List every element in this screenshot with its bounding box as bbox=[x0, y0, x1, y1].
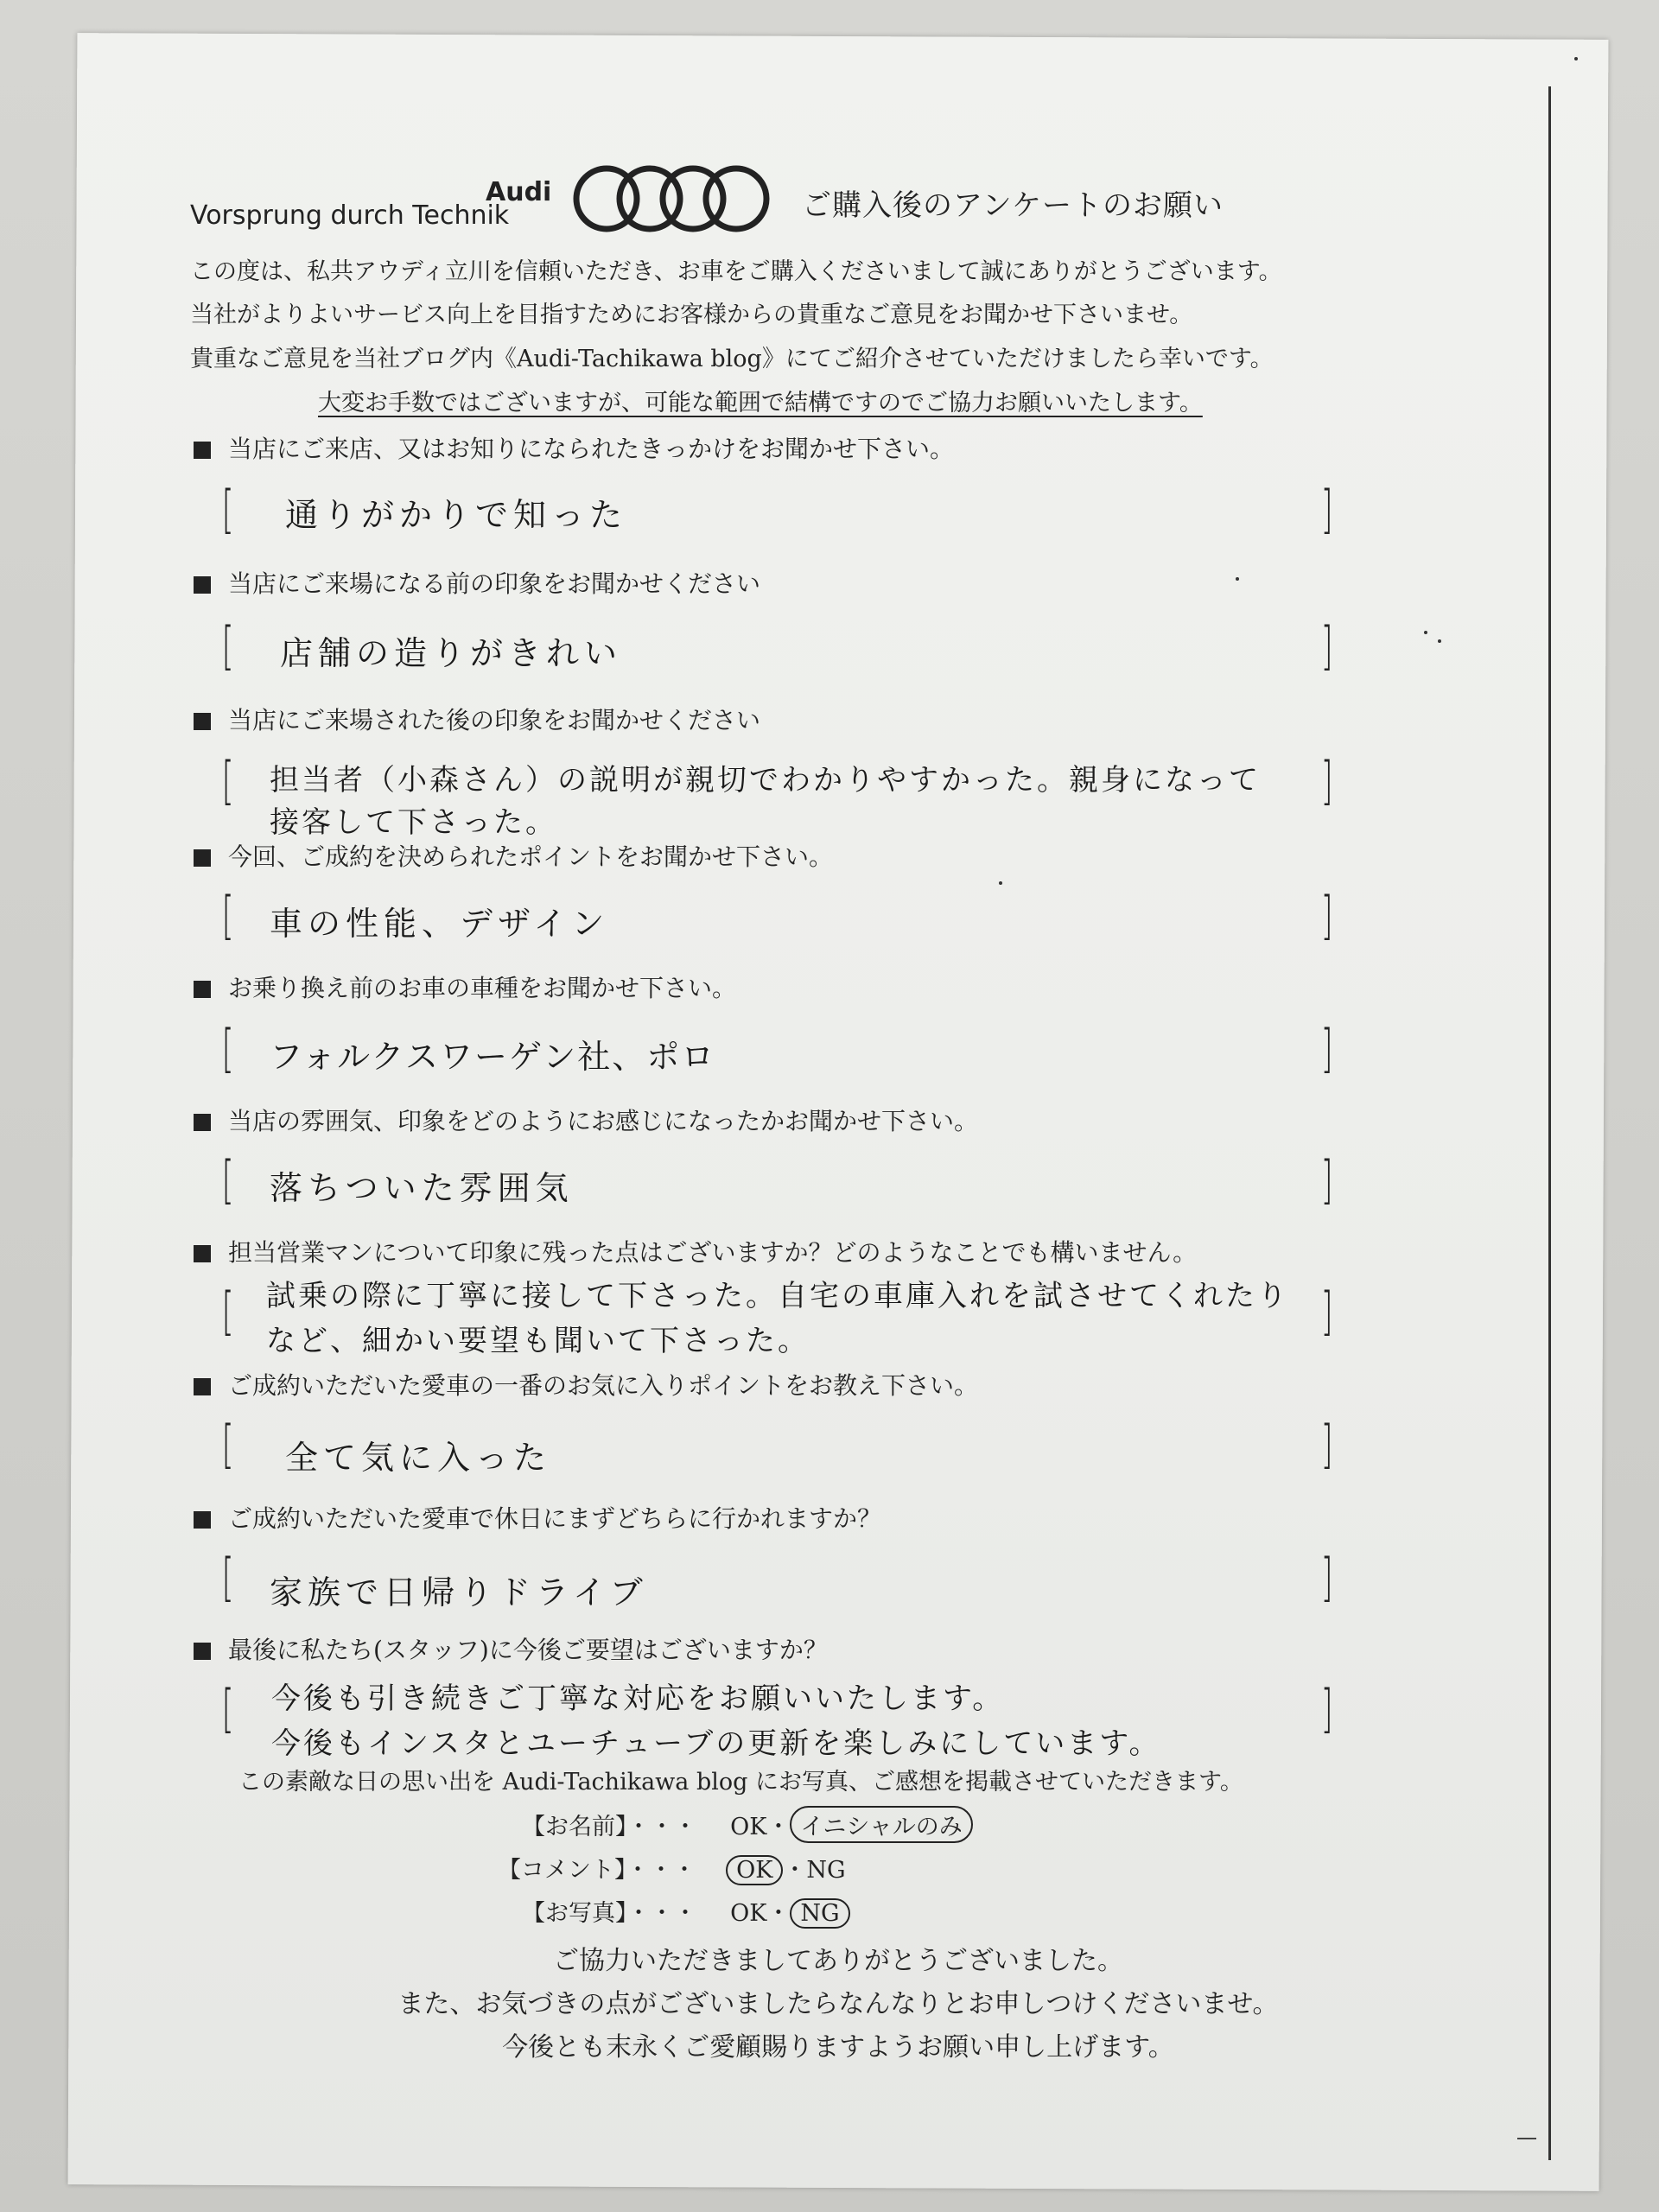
bullet-square-icon bbox=[194, 713, 211, 730]
option-separator: ・ bbox=[766, 1900, 791, 1927]
paper-edge-tick bbox=[1517, 2138, 1536, 2139]
publish-label: 【お名前】・・・ bbox=[522, 1814, 697, 1840]
publish-row-comment bbox=[498, 1851, 846, 1885]
option-ok-circled: OK bbox=[726, 1855, 783, 1885]
intro-line-3: 貴重なご意見を当社ブログ内《Audi-Tachikawa blog》にてご紹介させていただけましたら幸いです。 bbox=[190, 346, 1274, 372]
intro-line-1: この度は、私共アウディ立川を信頼いただき、お車をご購入くださいまして誠にありがとうございます。 bbox=[190, 258, 1282, 285]
ink-speck bbox=[1424, 631, 1427, 634]
bracket-open: [ bbox=[221, 751, 234, 811]
question-1: 当店にご来店、又はお知りになられたきっかけをお聞かせ下さい。 bbox=[194, 430, 954, 465]
bracket-close: ] bbox=[1320, 886, 1333, 946]
bracket-open: [ bbox=[221, 886, 234, 946]
option-alt-circled: イニシャルのみ bbox=[790, 1806, 972, 1843]
answer-3-line-1: 担当者（小森さん）の説明が親切でわかりやすかった。親身になって bbox=[270, 763, 1261, 798]
answer-7-line-2: など、細かい要望も聞いて下さった。 bbox=[266, 1324, 810, 1358]
intro-line-4: 大変お手数ではございますが、可能な範囲で結構ですのでご協力お願いいたします。 bbox=[318, 390, 1203, 416]
bullet-square-icon bbox=[194, 1378, 211, 1395]
paper-edge-line bbox=[1548, 86, 1551, 2160]
answer-10-line-1: 今後も引き続きご丁寧な対応をお願いいたします。 bbox=[271, 1681, 1005, 1716]
bullet-square-icon bbox=[194, 1511, 211, 1529]
publish-row-photo bbox=[522, 1894, 850, 1929]
question-5: お乗り換え前のお車の車種をお聞かせ下さい。 bbox=[194, 969, 736, 1004]
bracket-open: [ bbox=[221, 1414, 234, 1475]
answer-5: フォルクスワーゲン社、ポロ bbox=[270, 1038, 716, 1076]
question-8: ご成約いただいた愛車の一番のお気に入りポイントをお教え下さい。 bbox=[194, 1367, 978, 1402]
ink-speck bbox=[999, 881, 1002, 885]
question-9: ご成約いただいた愛車で休日にまずどちらに行かれますか？ bbox=[194, 1500, 881, 1535]
bracket-open: [ bbox=[221, 1150, 234, 1211]
bullet-square-icon bbox=[194, 576, 211, 594]
option-separator: ・ bbox=[783, 1857, 807, 1884]
bullet-square-icon bbox=[194, 1643, 211, 1660]
bullet-square-icon bbox=[194, 849, 211, 867]
bracket-close: ] bbox=[1320, 480, 1333, 540]
ink-speck bbox=[1236, 577, 1239, 581]
option-ok: OK bbox=[730, 1900, 767, 1927]
question-6: 当店の雰囲気、印象をどのようにお感じになったかお聞かせ下さい。 bbox=[194, 1103, 978, 1137]
audi-rings-logo bbox=[570, 160, 778, 238]
question-2: 当店にご来場になる前の印象をお聞かせください bbox=[194, 565, 760, 600]
answer-1: 通りがかりで知った bbox=[285, 496, 628, 534]
answer-8: 全て気に入った bbox=[285, 1439, 552, 1477]
bracket-open: [ bbox=[221, 1019, 234, 1079]
bullet-square-icon bbox=[194, 1114, 211, 1131]
bracket-open: [ bbox=[221, 1281, 234, 1342]
audi-slogan: Vorsprung durch Technik bbox=[190, 200, 510, 231]
question-4: 今回、ご成約を決められたポイントをお聞かせ下さい。 bbox=[194, 838, 833, 873]
bracket-open: [ bbox=[221, 616, 234, 677]
intro-line-2: 当社がよりよいサービス向上を目指すためにお客様からの貴重なご意見をお聞かせ下さいませ。 bbox=[190, 302, 1193, 328]
bracket-open: [ bbox=[221, 1548, 234, 1608]
publish-label: 【コメント】・・・ bbox=[498, 1857, 696, 1884]
question-3: 当店にご来場された後の印象をお聞かせください bbox=[194, 702, 760, 736]
audi-wordmark: Audi bbox=[486, 177, 552, 207]
closing-line-1: ご協力いただきましてありがとうございました。 bbox=[553, 1946, 1123, 1976]
answer-10-line-2: 今後もインスタとユーチューブの更新を楽しみにしています。 bbox=[271, 1726, 1161, 1761]
publish-label: 【お写真】・・・ bbox=[522, 1900, 697, 1927]
publish-row-name bbox=[522, 1806, 973, 1843]
answer-7-line-1: 試乗の際に丁寧に接して下さった。自宅の車庫入れを試させてくれたり bbox=[266, 1279, 1289, 1313]
answer-6: 落ちついた雰囲気 bbox=[270, 1169, 574, 1207]
option-separator: ・ bbox=[766, 1814, 791, 1840]
bracket-close: ] bbox=[1320, 1414, 1333, 1475]
bracket-close: ] bbox=[1320, 616, 1333, 677]
answer-3-line-2: 接客して下さった。 bbox=[270, 805, 557, 840]
answer-9: 家族で日帰りドライブ bbox=[270, 1573, 648, 1611]
option-alt: NG bbox=[806, 1857, 846, 1884]
bracket-close: ] bbox=[1320, 751, 1333, 811]
question-10: 最後に私たち(スタッフ)に今後ご要望はございますか？ bbox=[194, 1631, 828, 1666]
publish-notice: この素敵な日の思い出を Audi-Tachikawa blog にお写真、ご感想を掲載させていただきます。 bbox=[238, 1769, 1243, 1796]
question-7: 担当営業マンについて印象に残った点はございますか？どのようなことでも構いません。 bbox=[194, 1234, 1197, 1268]
bracket-close: ] bbox=[1320, 1679, 1333, 1739]
bullet-square-icon bbox=[194, 1245, 211, 1262]
survey-title: ご購入後のアンケートのお願い bbox=[802, 188, 1224, 223]
bracket-close: ] bbox=[1320, 1548, 1333, 1608]
closing-line-2: また、お気づきの点がございましたらなんなりとお申しつけくださいませ。 bbox=[397, 1989, 1279, 2019]
option-alt-circled: NG bbox=[790, 1898, 849, 1929]
option-ok: OK bbox=[730, 1814, 767, 1840]
ink-speck bbox=[1574, 57, 1578, 60]
answer-4: 車の性能、デザイン bbox=[270, 905, 610, 943]
bracket-close: ] bbox=[1320, 1150, 1333, 1211]
ink-speck bbox=[1438, 639, 1441, 643]
bracket-close: ] bbox=[1320, 1019, 1333, 1079]
answer-2: 店舗の造りがきれい bbox=[280, 634, 623, 672]
closing-line-3: 今後とも末永くご愛顧賜りますようお願い申し上げます。 bbox=[502, 2032, 1174, 2063]
bracket-close: ] bbox=[1320, 1281, 1333, 1342]
bracket-open: [ bbox=[221, 1679, 234, 1739]
bullet-square-icon bbox=[194, 442, 211, 459]
bullet-square-icon bbox=[194, 981, 211, 998]
bracket-open: [ bbox=[221, 480, 234, 540]
